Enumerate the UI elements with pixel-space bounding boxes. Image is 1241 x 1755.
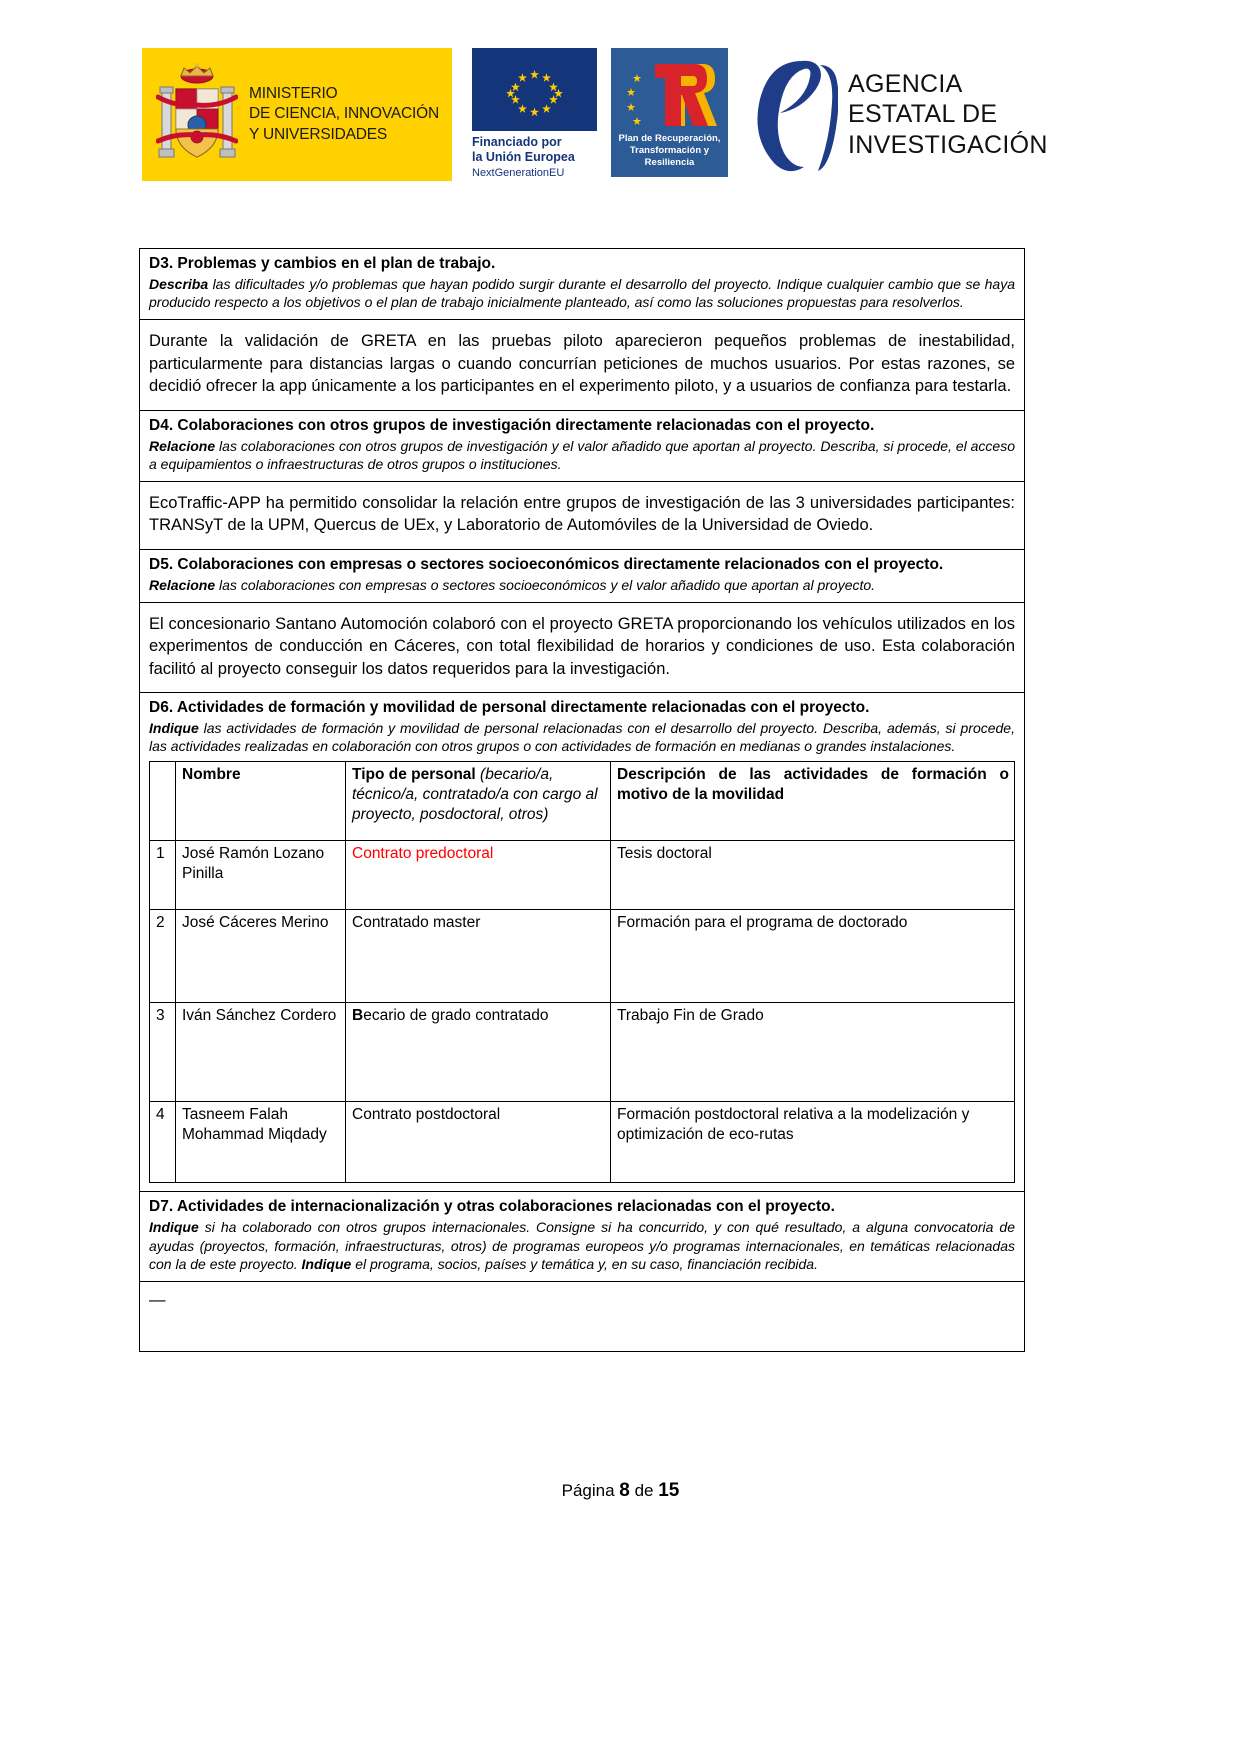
prtr-caption bbox=[611, 133, 728, 169]
eu-caption bbox=[472, 135, 597, 180]
section-d7-prompt bbox=[140, 1192, 1024, 1281]
d7-help-end: el programa, socios, países y temática y, en su caso, financiación recibida. bbox=[351, 1255, 818, 1272]
plan-recuperacion-logo bbox=[611, 48, 728, 177]
d6-help-lead: Indique bbox=[149, 720, 199, 737]
th-type-italic: (becario/a, técnico/a, contratado/a con cargo al proyecto, posdoctoral, otros) bbox=[352, 766, 598, 824]
row-description: Formación postdoctoral relativa a la modelización y optimización de eco-rutas bbox=[611, 1102, 1015, 1183]
d5-help-rest: las colaboraciones con empresas o sectores socioeconómicos y el valor añadido que aportan al proyecto. bbox=[215, 576, 876, 593]
d3-title: D3. Problemas y cambios en el plan de trabajo. bbox=[149, 255, 496, 272]
d6-title: D6. Actividades de formación y movilidad de personal directamente relacionadas con el proyecto. bbox=[149, 699, 870, 717]
d3-answer-text: Durante la validación de GRETA en las pruebas piloto aparecieron pequeños problemas de inestabilidad, particularmente para distancias largas o cuando concurrían peticiones de muchos usuarios. Por estas razones, se decidió ofrecer la app únicamente a los participantes en el experimento piloto, y a usuarios de confianza para testarla. bbox=[149, 332, 1015, 396]
section-d3-answer[interactable] bbox=[140, 320, 1024, 410]
row-type: Contrato predoctoral bbox=[346, 841, 611, 910]
header-logo-band bbox=[0, 0, 1241, 215]
personnel-training-table bbox=[149, 761, 1015, 1183]
section-d7-answer[interactable] bbox=[140, 1282, 1024, 1351]
section-d4-prompt bbox=[140, 411, 1024, 482]
row-description: Tesis doctoral bbox=[611, 841, 1015, 910]
d7-help-mid: si ha colaborado con otros grupos internacionales. Consigne si ha concurrido, y con qué resultado, a alguna convocatoria de ayudas (proyectos, formación, infraestructuras, otros) de programas europeos y/o programas internacionales, en temáticas relacionadas con la de este proyecto. bbox=[149, 1219, 1015, 1272]
footer-separator: de bbox=[629, 1481, 659, 1500]
row-type: Contrato postdoctoral bbox=[346, 1102, 611, 1183]
d4-help-rest: las colaboraciones con otros grupos de investigación y el valor añadido que aportan al proyecto. Describa, si procede, el acceso a equipamientos o infraestructuras de otros grupos o instituciones. bbox=[149, 437, 1015, 472]
d3-help-lead: Describa bbox=[149, 275, 209, 292]
footer-total-pages: 15 bbox=[658, 1480, 680, 1501]
d4-answer-text: EcoTraffic-APP ha permitido consolidar la relación entre grupos de investigación de las 3 universidades participantes: TRANSyT de la UPM, Quercus de UEx, y Laboratorio de Automóviles de la Universidad de Oviedo. bbox=[149, 493, 1015, 535]
row-type bbox=[346, 1003, 611, 1102]
eu-line1: Financiado por bbox=[472, 135, 562, 149]
eu-line2: la Unión Europea bbox=[472, 150, 575, 164]
agencia-estatal-investigacion-logo bbox=[746, 48, 1048, 181]
section-d5-prompt bbox=[140, 550, 1024, 603]
spain-coat-of-arms-icon bbox=[156, 63, 238, 167]
row-index: 1 bbox=[150, 841, 176, 910]
th-index bbox=[150, 762, 176, 841]
aei-monogram-icon bbox=[746, 55, 838, 175]
ministerio-logo bbox=[142, 48, 452, 181]
prtr-line3: Resiliencia bbox=[644, 157, 695, 169]
row-index: 2 bbox=[150, 910, 176, 1003]
d3-help-rest: las dificultades y/o problemas que hayan podido surgir durante el desarrollo del proyecto. Indique cualquier cambio que se haya producido respecto a los objetivos o el plan de trabajo inicialmente planteado, así como las soluciones propuestas para resolverlos. bbox=[149, 275, 1015, 311]
aei-line2: ESTATAL DE bbox=[848, 100, 998, 129]
prtr-line2: Transformación y bbox=[629, 145, 710, 157]
table-row[interactable] bbox=[150, 1102, 1015, 1183]
d3-help bbox=[149, 275, 1015, 311]
prtr-mark-icon bbox=[611, 48, 728, 143]
table-row[interactable] bbox=[150, 841, 1015, 910]
row-name: Iván Sánchez Cordero bbox=[176, 1003, 346, 1102]
d4-help-lead: Relacione bbox=[149, 437, 216, 454]
ministerio-label bbox=[249, 84, 439, 146]
page-footer bbox=[0, 1480, 1241, 1502]
section-d3-prompt bbox=[140, 249, 1024, 320]
d4-help bbox=[149, 437, 1015, 473]
aei-line1: AGENCIA bbox=[848, 69, 963, 98]
eu-line3: NextGenerationEU bbox=[472, 167, 565, 179]
prtr-line1: Plan de Recuperación, bbox=[618, 133, 721, 145]
d7-answer-text: — bbox=[149, 1290, 166, 1309]
table-row[interactable] bbox=[150, 1003, 1015, 1102]
ministerio-line2: DE CIENCIA, INNOVACIÓN bbox=[249, 105, 439, 123]
report-form-table bbox=[139, 248, 1025, 1352]
d5-help bbox=[149, 576, 1015, 594]
section-d5-answer[interactable] bbox=[140, 603, 1024, 693]
th-description: Descripción de las actividades de formación o motivo de la movilidad bbox=[611, 762, 1015, 841]
table-header-row bbox=[150, 762, 1015, 841]
d6-help-rest: las actividades de formación y movilidad de personal relacionadas con el desarrollo del proyecto. Describa, además, si procede, las actividades realizadas en colaboración con otros grupos o con actividades de formación en medianas o grandes instalaciones. bbox=[149, 720, 1015, 755]
logo-row bbox=[142, 48, 1048, 181]
row-type-lead: B bbox=[352, 1007, 364, 1025]
th-type bbox=[346, 762, 611, 841]
d5-answer-text: El concesionario Santano Automoción colaboró con el proyecto GRETA proporcionando los vehículos utilizados en los experimentos de conducción en Cáceres, con total flexibilidad de horarios y condiciones de uso. Esta colaboración facilitó al proyecto conseguir los datos requeridos para la investigación. bbox=[149, 614, 1015, 678]
row-description: Trabajo Fin de Grado bbox=[611, 1003, 1015, 1102]
european-union-logo bbox=[472, 48, 597, 180]
ministerio-line1: MINISTERIO bbox=[249, 84, 338, 102]
row-index: 3 bbox=[150, 1003, 176, 1102]
ministerio-line3: Y UNIVERSIDADES bbox=[249, 125, 387, 143]
d7-help-lead2: Indique bbox=[301, 1255, 352, 1272]
d4-title: D4. Colaboraciones con otros grupos de investigación directamente relacionadas con el proyecto. bbox=[149, 416, 875, 434]
row-name: José Cáceres Merino bbox=[176, 910, 346, 1003]
footer-current-page: 8 bbox=[619, 1480, 630, 1501]
row-description: Formación para el programa de doctorado bbox=[611, 910, 1015, 1003]
row-type: Contratado master bbox=[346, 910, 611, 1003]
section-d4-answer[interactable] bbox=[140, 482, 1024, 550]
section-d6 bbox=[140, 693, 1024, 1192]
d5-help-lead: Relacione bbox=[149, 576, 216, 593]
row-index: 4 bbox=[150, 1102, 176, 1183]
table-row[interactable] bbox=[150, 910, 1015, 1003]
row-name: José Ramón Lozano Pinilla bbox=[176, 841, 346, 910]
d7-help bbox=[149, 1218, 1015, 1273]
th-name: Nombre bbox=[176, 762, 346, 841]
row-type-tail: ecario de grado contratado bbox=[363, 1007, 549, 1025]
th-type-bold: Tipo de personal bbox=[352, 766, 481, 784]
footer-prefix: Página bbox=[561, 1481, 620, 1500]
aei-label bbox=[848, 69, 1048, 161]
d5-title: D5. Colaboraciones con empresas o sectores socioeconómicos directamente relacionados con el proyecto. bbox=[149, 555, 944, 573]
d7-help-lead1: Indique bbox=[149, 1219, 199, 1236]
d7-title: D7. Actividades de internacionalización y otras colaboraciones relacionadas con el proyecto. bbox=[149, 1198, 835, 1216]
row-name: Tasneem Falah Mohammad Miqdady bbox=[176, 1102, 346, 1183]
d6-help bbox=[149, 719, 1015, 755]
eu-flag-icon bbox=[472, 48, 597, 131]
aei-line3: INVESTIGACIÓN bbox=[848, 130, 1048, 159]
